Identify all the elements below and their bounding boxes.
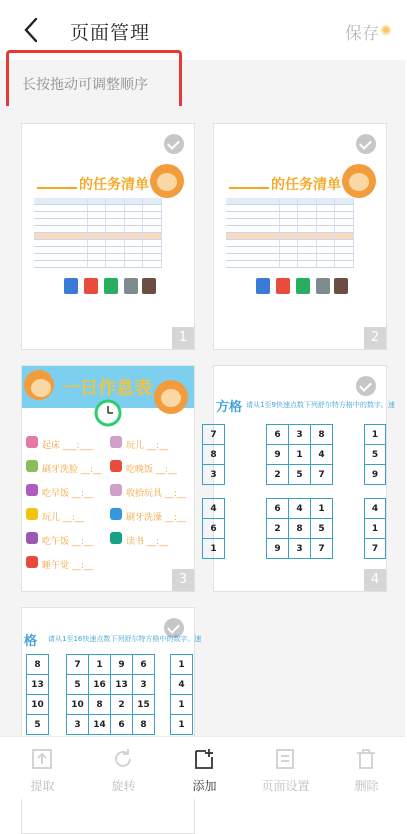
checkmark-icon[interactable] bbox=[356, 134, 376, 154]
page-grid bbox=[0, 106, 405, 736]
delete-button[interactable] bbox=[326, 737, 407, 800]
rotate-label: 旋转 bbox=[111, 779, 136, 793]
back-arrow-icon[interactable] bbox=[18, 14, 46, 46]
add-button[interactable] bbox=[164, 737, 245, 800]
page-settings-label: 页面设置 bbox=[261, 779, 310, 793]
coin-icon bbox=[381, 25, 391, 35]
schedule-item: 读书 __:__ bbox=[126, 537, 168, 547]
alarm-clock-icon bbox=[92, 396, 124, 428]
monkey-icon bbox=[150, 164, 184, 198]
extract-button[interactable] bbox=[2, 737, 83, 800]
schedule-item: 玩儿 __:__ bbox=[42, 513, 84, 523]
schedule-item: 刷牙洗脸 __:__ bbox=[42, 465, 102, 475]
schedule-item: 吃早饭 __:__ bbox=[42, 489, 93, 499]
schulte-grid: 8 13 10 5 bbox=[26, 654, 49, 735]
checkmark-icon[interactable] bbox=[164, 134, 184, 154]
monkey-icon bbox=[342, 164, 376, 198]
bottom-toolbar bbox=[0, 736, 405, 799]
schedule-item: 起床 ___:___ bbox=[42, 441, 93, 451]
page-thumbnail-4[interactable] bbox=[210, 365, 395, 592]
checkmark-icon[interactable] bbox=[356, 376, 376, 396]
activity-icon bbox=[26, 460, 38, 472]
schedule-item: 刷牙洗澡 __:__ bbox=[126, 513, 186, 523]
rotate-icon bbox=[111, 747, 135, 771]
trash-icon bbox=[354, 747, 378, 771]
schedule-title: 一日作息表 bbox=[62, 378, 152, 399]
schulte-grid: 1 4 1 1 bbox=[170, 654, 193, 735]
page-settings-button[interactable] bbox=[245, 737, 326, 800]
activity-icon bbox=[110, 484, 122, 496]
schulte-grid: 7 1 9 6 5 16 13 3 10 8 2 15 3 14 6 8 bbox=[66, 654, 155, 735]
schedule-item: 吃晚饭 __:__ bbox=[126, 465, 177, 475]
extract-icon bbox=[30, 747, 54, 771]
page-number: 1 bbox=[172, 327, 194, 349]
delete-label: 删除 bbox=[354, 779, 379, 793]
monkey-icon bbox=[154, 380, 188, 414]
trash-bins-illustration bbox=[34, 272, 154, 294]
activity-icon bbox=[26, 484, 38, 496]
activity-icon bbox=[26, 556, 38, 568]
page-title: 页面管理 bbox=[70, 22, 151, 44]
extract-label: 提取 bbox=[30, 779, 55, 793]
add-page-icon bbox=[192, 747, 216, 771]
schedule-item: 睡午觉 __:__ bbox=[42, 561, 93, 571]
schulte-grid: 6 3 8 9 1 4 2 5 7 bbox=[266, 424, 333, 485]
hint-text: 长按拖动可调整顺序 bbox=[22, 77, 148, 93]
add-label: 添加 bbox=[192, 779, 217, 793]
page-title-text: 的任务清单 bbox=[229, 174, 341, 194]
save-button[interactable]: 保存 bbox=[345, 24, 379, 44]
monkey-icon bbox=[24, 370, 54, 400]
page-thumbnail-1[interactable] bbox=[21, 123, 195, 350]
page-number: 3 bbox=[172, 569, 194, 591]
page-number: 4 bbox=[364, 569, 386, 591]
schulte-grid: 6 4 1 2 8 5 9 3 7 bbox=[266, 498, 333, 559]
schulte-grid: 4 6 1 bbox=[202, 498, 225, 559]
schedule-item: 收拾玩具 __:__ bbox=[126, 489, 186, 499]
schulte-grid: 4 1 7 bbox=[364, 498, 386, 559]
activity-icon bbox=[26, 436, 38, 448]
activity-icon bbox=[110, 436, 122, 448]
rotate-button[interactable] bbox=[83, 737, 164, 800]
schedule-item: 吃午饭 __:__ bbox=[42, 537, 93, 547]
activity-icon bbox=[26, 508, 38, 520]
grid-instructions: 请从1至16快速点数下列舒尔特方格中的数字。速 bbox=[48, 635, 202, 643]
page-thumbnail-3[interactable] bbox=[21, 365, 195, 592]
grid-title: 方格 bbox=[216, 400, 243, 415]
page-settings-icon bbox=[273, 747, 297, 771]
page-title-text: 的任务清单 bbox=[37, 174, 149, 194]
page-thumbnail-2[interactable] bbox=[213, 123, 387, 350]
page-number: 2 bbox=[364, 327, 386, 349]
schedule-item: 玩儿 __:__ bbox=[126, 441, 168, 451]
schulte-grid: 1 5 9 bbox=[364, 424, 386, 485]
activity-icon bbox=[110, 460, 122, 472]
activity-icon bbox=[110, 508, 122, 520]
task-table bbox=[34, 198, 162, 268]
activity-icon bbox=[26, 532, 38, 544]
grid-instructions: 请从1至9快速点数下列舒尔特方格中的数字。速 bbox=[246, 401, 395, 409]
task-table bbox=[226, 198, 354, 268]
schulte-grid: 7 8 3 bbox=[202, 424, 225, 485]
activity-icon bbox=[110, 532, 122, 544]
trash-bins-illustration bbox=[226, 272, 346, 294]
grid-title: 格 bbox=[24, 634, 38, 649]
